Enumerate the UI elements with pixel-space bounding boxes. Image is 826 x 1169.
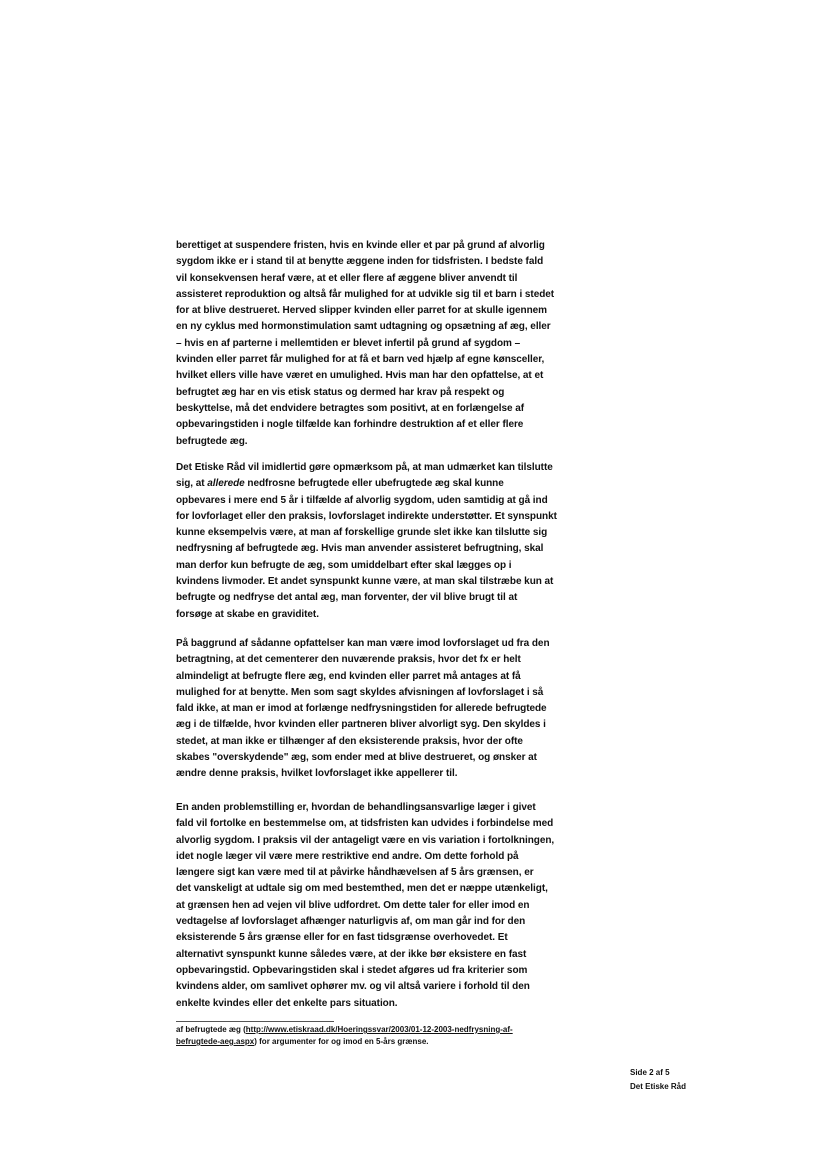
text-line: På baggrund af sådanne opfattelser kan man være imod lovforslaget ud fra den <box>176 638 550 649</box>
text-line: befrugte og nedfryse det antal æg, man forventer, der vil blive brugt til at <box>176 592 518 604</box>
text-line: enkelte kvindes eller det enkelte pars situation. <box>176 997 398 1009</box>
text-line: alvorlig sygdom. I praksis vil der antageligt være en vis variation i fortolkningen, <box>176 834 555 846</box>
text-line <box>176 476 557 492</box>
text-line: kunne eksempelvis være, at man af forskellige grunde slet ikke kan tilslutte sig <box>176 527 548 539</box>
text-line: kvindens livmoder. Et andet synspunkt kunne være, at man skal tilstræbe kun at <box>176 576 554 588</box>
text-line: opbevaringstiden i nogle tilfælde kan forhindre destruktion af et eller flere <box>176 419 524 431</box>
text-line: eksisterende 5 års grænse eller for en fast tidsgrænse overhovedet. Et <box>176 932 508 944</box>
footnote-line <box>176 1024 596 1036</box>
text-line: det vanskeligt at udtale sig om med bestemthed, men det er næppe utænkeligt, <box>176 883 548 895</box>
paragraph-1 <box>176 238 624 450</box>
text-line: ændre denne praksis, hvilket lovforslaget ikke appellerer til. <box>176 768 458 780</box>
text-line: En anden problemstilling er, hvordan de behandlingsansvarlige læger i givet <box>176 802 536 813</box>
text-line: nedfrysning af befrugtede æg. Hvis man anvender assisteret befrugtning, skal <box>176 543 544 555</box>
footnote-link[interactable]: befrugtede-aeg.aspx <box>176 1037 255 1046</box>
text-line: stedet, at man ikke er tilhænger af den eksisterende praksis, hvor der ofte <box>176 735 523 747</box>
footnote <box>176 1024 596 1048</box>
text-line: fald ikke, at man er imod at forlænge nedfrysningstiden for allerede befrugtede <box>176 703 547 715</box>
text-fragment: sig, at <box>176 478 208 490</box>
footnote-link[interactable]: http://www.etiskraad.dk/Hoeringssvar/2003/01-12-2003-nedfrysning-af- <box>245 1025 513 1034</box>
text-line: vedtagelse af lovforslaget afhænger naturligvis af, om man går ind for den <box>176 916 526 928</box>
text-line: at grænsen hen ad vejen vil blive udfordret. Om dette taler for eller imod en <box>176 899 530 911</box>
organization-name: Det Etiske Råd <box>630 1082 687 1091</box>
text-line: beskyttelse, må det endvidere betragtes som positivt, at en forlængelse af <box>176 402 525 414</box>
text-line: opbevares i mere end 5 år i tilfælde af alvorlig sygdom, uden samtidig at gå ind <box>176 494 548 506</box>
text-line: hvilket ellers ville have været en umulighed. Hvis man har den opfattelse, at et <box>176 370 544 382</box>
text-line: befrugtede æg. <box>176 435 248 447</box>
text-line: forsøge at skabe en graviditet. <box>176 608 319 620</box>
text-line: kvindens alder, om samlivet ophører mv. og vil altså variere i forhold til den <box>176 981 530 993</box>
text-line: æg i de tilfælde, hvor kvinden eller partneren bliver alvorligt syg. Den skyldes i <box>176 719 546 731</box>
text-line: opbevaringstid. Opbevaringstiden skal i stedet afgøres ud fra kriterier som <box>176 964 528 976</box>
text-line: vil konsekvensen heraf være, at et eller flere af æggene bliver anvendt til <box>176 272 518 284</box>
page-footer <box>630 1066 686 1094</box>
text-line: for at blive destrueret. Herved slipper kvinden eller parret for at skulle igennem <box>176 305 548 317</box>
text-line: mulighed for at benytte. Men som sagt skyldes afvisningen af lovforslaget i så <box>176 686 544 698</box>
text-line: assisteret reproduktion og altså får mulighed for at udvikle sig til et barn i stedet <box>176 288 555 300</box>
text-line: en ny cyklus med hormonstimulation samt udtagning og opsætning af æg, eller <box>176 321 551 333</box>
emphasis-word: allerede <box>207 478 245 490</box>
text-line: betragtning, at det cementerer den nuværende praksis, hvor det fx er helt <box>176 654 521 666</box>
document-body <box>176 238 624 1009</box>
text-line: alternativt synspunkt kunne således være, at der ikke bør eksistere en fast <box>176 948 527 960</box>
text-line: skabes "overskydende" æg, som ender med at blive destrueret, og ønsker at <box>176 752 537 764</box>
text-line: fald vil fortolke en bestemmelse om, at tidsfristen kan udvides i forbindelse med <box>176 818 554 830</box>
text-line: længere sigt kan være med til at påvirke håndhævelsen af 5 års grænsen, er <box>176 867 534 879</box>
paragraph-3 <box>176 636 550 783</box>
text-line: for lovforlaget eller den praksis, lovforslaget indirekte understøtter. Et synspunkt <box>176 510 557 522</box>
text-line: man derfor kun befrugte de æg, som umiddelbart efter skal lægges op i <box>176 559 512 571</box>
page-number: Side 2 af 5 <box>630 1068 670 1077</box>
text-line: sygdom ikke er i stand til at benytte æggene inden for tidsfristen. I bedste fald <box>176 256 544 268</box>
footnote-text: ) for argumenter for og imod en 5-års grænse. <box>254 1037 429 1046</box>
text-line: kvinden eller parret får mulighed for at få et barn ved hjælp af egne kønsceller, <box>176 354 545 366</box>
footnote-text: af befrugtede æg ( <box>176 1025 246 1034</box>
text-fragment: nedfrosne befrugtede eller ubefrugtede æg skal kunne <box>244 478 504 490</box>
footnote-line <box>176 1036 596 1048</box>
text-line: – hvis en af parterne i mellemtiden er blevet infertil på grund af sygdom – <box>176 337 521 349</box>
text-line: idet nogle læger vil være mere restriktive end andre. Om dette forhold på <box>176 850 519 862</box>
text-line: Det Etiske Råd vil imidlertid gøre opmærksom på, at man udmærket kan tilslutte <box>176 462 553 473</box>
paragraph-4 <box>176 800 554 1012</box>
paragraph-2 <box>176 460 557 623</box>
footnote-separator <box>176 1021 334 1022</box>
text-line: almindeligt at befrugte flere æg, end kvinden eller parret må antages at få <box>176 670 521 682</box>
text-line: berettiget at suspendere fristen, hvis en kvinde eller et par på grund af alvorlig <box>176 240 545 251</box>
text-line: befrugtet æg har en vis etisk status og dermed har krav på respekt og <box>176 386 505 398</box>
